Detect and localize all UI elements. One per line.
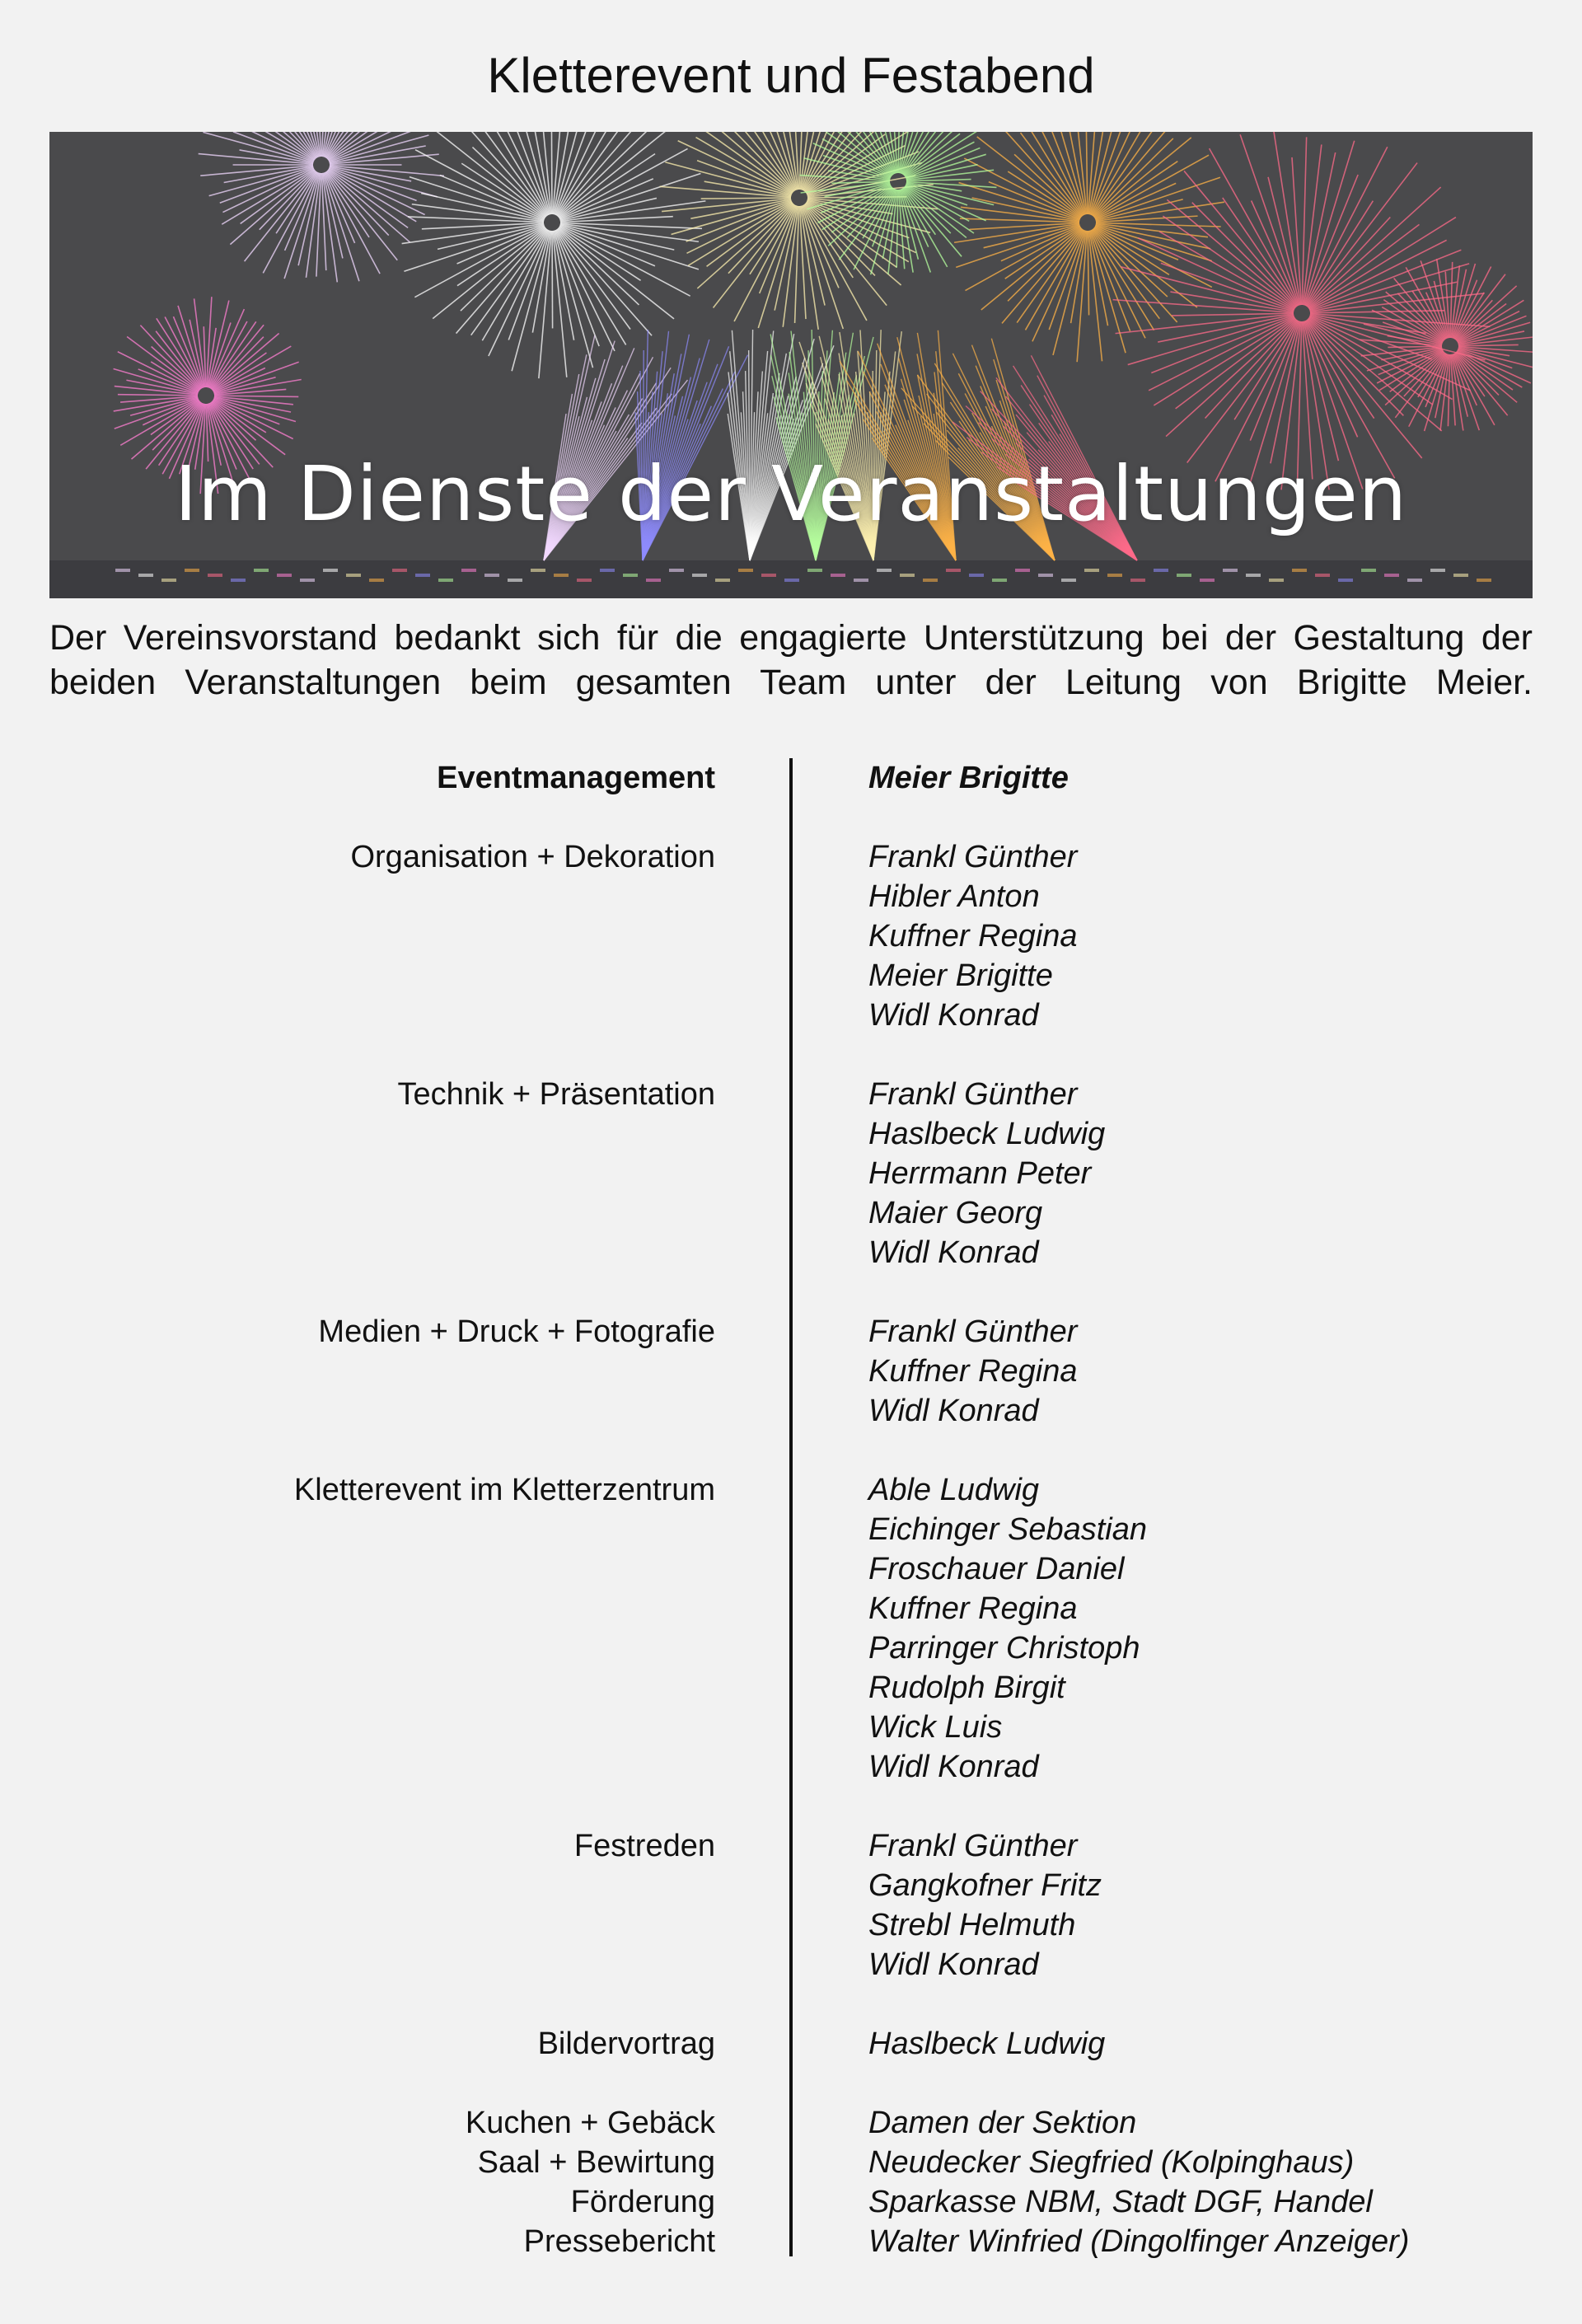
firework-spark <box>118 395 198 396</box>
firework-spark <box>905 186 974 233</box>
firework-spark <box>415 150 545 219</box>
firework-spark <box>1458 344 1519 345</box>
water-reflection <box>415 574 430 577</box>
water-reflection <box>1384 574 1399 577</box>
water-reflection <box>531 569 545 572</box>
water-reflection <box>715 579 730 582</box>
page-title: Kletterevent und Festabend <box>487 48 1095 103</box>
names-list <box>868 1826 1544 1984</box>
water-reflection <box>1477 579 1491 582</box>
person-name: Parringer Christoph <box>868 1631 1140 1666</box>
person-name: Frankl Günther <box>868 1829 1078 1863</box>
water-reflection <box>577 579 592 582</box>
water-reflection <box>900 574 915 577</box>
names-list <box>868 1312 1544 1431</box>
water-reflection <box>854 579 868 582</box>
water-reflection <box>738 569 753 572</box>
firework-spark <box>1158 315 1294 342</box>
person-name: Eichinger Sebastian <box>868 1512 1147 1547</box>
water-reflection <box>185 569 199 572</box>
intro-paragraph: Der Vereinsvorstand bedankt sich für die engagierte Unterstützung bei der Gestaltung der beiden Veranstaltungen beim gesamten Team unter der Leitung von Brigitte Meier. <box>49 618 1533 702</box>
firework-spark <box>1307 163 1417 307</box>
water-reflection <box>277 574 292 577</box>
water-reflection <box>461 569 476 572</box>
firework-spark <box>433 227 545 318</box>
water-reflection <box>807 569 822 572</box>
firework-spark <box>212 337 264 390</box>
person-name: Widl Konrad <box>868 998 1039 1033</box>
category-label: Pressebericht <box>523 2224 715 2259</box>
firework-spark <box>230 171 315 245</box>
water-reflection <box>600 569 615 572</box>
water-reflection <box>1430 569 1445 572</box>
firework-spark <box>328 171 410 242</box>
water-reflection <box>1107 574 1122 577</box>
names-list <box>868 2024 1544 2064</box>
names-list <box>868 2143 1544 2182</box>
water-reflection <box>438 579 453 582</box>
firework-spark <box>114 368 199 393</box>
person-name: Widl Konrad <box>868 1750 1039 1784</box>
water-reflection <box>115 569 130 572</box>
person-name: Wick Luis <box>868 1710 1003 1745</box>
person-name: Rudolph Birgit <box>868 1670 1065 1705</box>
water-reflection <box>484 574 499 577</box>
firework-spark <box>552 231 553 328</box>
firework-spark <box>1184 171 1297 307</box>
person-name: Meier Brigitte <box>868 761 1069 795</box>
names-list <box>868 2182 1544 2222</box>
water-reflection <box>1246 574 1261 577</box>
water-reflection <box>1269 579 1284 582</box>
firework-spark <box>553 231 567 377</box>
water-reflection <box>508 579 522 582</box>
person-name: Sparkasse NBM, Stadt DGF, Handel <box>868 2185 1373 2219</box>
person-name: Kuffner Regina <box>868 1591 1078 1626</box>
category-label: Saal + Bewirtung <box>477 2145 715 2180</box>
water-reflection <box>1177 574 1191 577</box>
names-list <box>868 1075 1544 1272</box>
water-reflection <box>346 574 361 577</box>
water-reflection <box>323 569 338 572</box>
names-list <box>868 837 1544 1035</box>
water-reflection <box>369 579 384 582</box>
person-name: Froschauer Daniel <box>868 1552 1125 1586</box>
banner-heading: Im Dienste der Veranstaltungen <box>174 450 1408 538</box>
person-name: Haslbeck Ludwig <box>868 2026 1106 2061</box>
firework-spark <box>551 132 552 214</box>
firework-spark <box>1154 317 1294 405</box>
firework-spark <box>1093 228 1168 297</box>
person-name: Herrmann Peter <box>868 1156 1092 1191</box>
category-label: Kuchen + Gebäck <box>465 2106 715 2140</box>
water-reflection <box>1338 579 1353 582</box>
water-reflection <box>1200 579 1215 582</box>
person-name: Frankl Günther <box>868 840 1078 874</box>
water-reflection <box>1154 569 1168 572</box>
firework-spark <box>701 198 791 199</box>
water-reflection <box>669 569 684 572</box>
person-name: Kuffner Regina <box>868 1354 1078 1389</box>
fireworks-banner <box>49 132 1533 598</box>
water-reflection <box>231 579 246 582</box>
person-name: Damen der Sektion <box>868 2106 1137 2140</box>
person-name: Maier Georg <box>868 1196 1043 1230</box>
firework-spark <box>558 132 649 217</box>
firework-spark <box>1457 304 1506 341</box>
firework-spark <box>1308 218 1391 307</box>
water-reflection <box>623 574 638 577</box>
category-label: Organisation + Dekoration <box>350 840 715 874</box>
firework-spark <box>1308 218 1455 309</box>
firework-spark <box>140 326 200 390</box>
water-reflection <box>208 574 222 577</box>
firework-spark <box>440 176 545 220</box>
firework-spark <box>1113 300 1294 313</box>
person-name: Widl Konrad <box>868 1235 1039 1270</box>
person-name: Walter Winfried (Dingolfinger Anzeiger) <box>868 2224 1410 2259</box>
firework-spark <box>1192 203 1296 307</box>
water-reflection <box>1223 569 1238 572</box>
water-reflection <box>761 574 776 577</box>
person-name: Able Ludwig <box>868 1473 1040 1507</box>
firework-spark <box>472 148 545 218</box>
water-reflection <box>692 574 707 577</box>
person-name: Strebl Helmuth <box>868 1908 1076 1942</box>
firework-spark <box>211 321 256 388</box>
person-name: Kuffner Regina <box>868 919 1078 953</box>
names-list <box>868 1470 1544 1787</box>
person-name: Gangkofner Fritz <box>868 1868 1102 1903</box>
category-label: Medien + Druck + Fotografie <box>318 1314 715 1349</box>
category-label: Förderung <box>570 2185 715 2219</box>
firework-spark <box>1458 312 1519 343</box>
water-reflection <box>1361 569 1376 572</box>
category-label: Technik + Präsentation <box>397 1077 715 1112</box>
firework-spark <box>1093 132 1163 216</box>
firework-spark <box>1187 320 1297 463</box>
firework-spark <box>408 217 544 223</box>
names-list <box>868 2103 1544 2143</box>
firework-spark <box>905 132 977 177</box>
person-name: Haslbeck Ludwig <box>868 1117 1106 1151</box>
person-name: Neudecker Siegfried (Kolpinghaus) <box>868 2145 1355 2180</box>
firework-spark <box>1383 300 1443 342</box>
water-reflection <box>161 579 176 582</box>
water-reflection <box>1084 569 1099 572</box>
firework-spark <box>1077 231 1087 362</box>
firework-spark <box>559 227 690 297</box>
firework-spark <box>728 204 793 273</box>
water-reflection <box>1061 579 1076 582</box>
water-reflection <box>1292 569 1307 572</box>
water-reflection <box>646 579 661 582</box>
firework-spark <box>412 204 544 222</box>
water-reflection <box>1315 574 1330 577</box>
category-label: Festreden <box>573 1829 715 1863</box>
column-divider <box>789 758 793 2256</box>
water-reflection <box>831 574 845 577</box>
water-reflection <box>1038 574 1053 577</box>
water-reflection <box>1015 569 1030 572</box>
firework-spark <box>560 225 699 269</box>
water-reflection <box>1407 579 1422 582</box>
names-list <box>868 2222 1544 2261</box>
water-reflection <box>1453 574 1468 577</box>
water-reflection <box>300 579 315 582</box>
water-reflection <box>969 574 984 577</box>
firework-spark <box>1306 201 1373 307</box>
person-name: Hibler Anton <box>868 879 1040 914</box>
water-reflection <box>554 574 569 577</box>
firework-spark <box>1308 318 1442 430</box>
water-reflection <box>392 569 407 572</box>
firework-spark <box>1172 313 1294 316</box>
firework-spark <box>1086 132 1088 214</box>
firework-spark <box>1014 154 1082 217</box>
names-list <box>868 758 1544 798</box>
person-name: Widl Konrad <box>868 1947 1039 1982</box>
firework-spark <box>556 230 625 345</box>
firework-spark <box>1167 199 1295 307</box>
category-label: Eventmanagement <box>437 761 715 795</box>
person-name: Frankl Günther <box>868 1077 1078 1112</box>
water-reflection <box>254 569 269 572</box>
water-reflection <box>992 579 1007 582</box>
water-reflection <box>923 579 938 582</box>
person-name: Widl Konrad <box>868 1394 1039 1428</box>
person-name: Meier Brigitte <box>868 958 1053 993</box>
water-reflection <box>946 569 961 572</box>
person-name: Frankl Günther <box>868 1314 1078 1349</box>
category-label: Kletterevent im Kletterzentrum <box>293 1473 715 1507</box>
firework-spark <box>560 223 702 228</box>
water-reflection <box>784 579 799 582</box>
category-label: Bildervortrag <box>537 2026 715 2061</box>
water-reflection <box>138 574 153 577</box>
water-reflection <box>877 569 892 572</box>
water-reflection <box>1130 579 1145 582</box>
